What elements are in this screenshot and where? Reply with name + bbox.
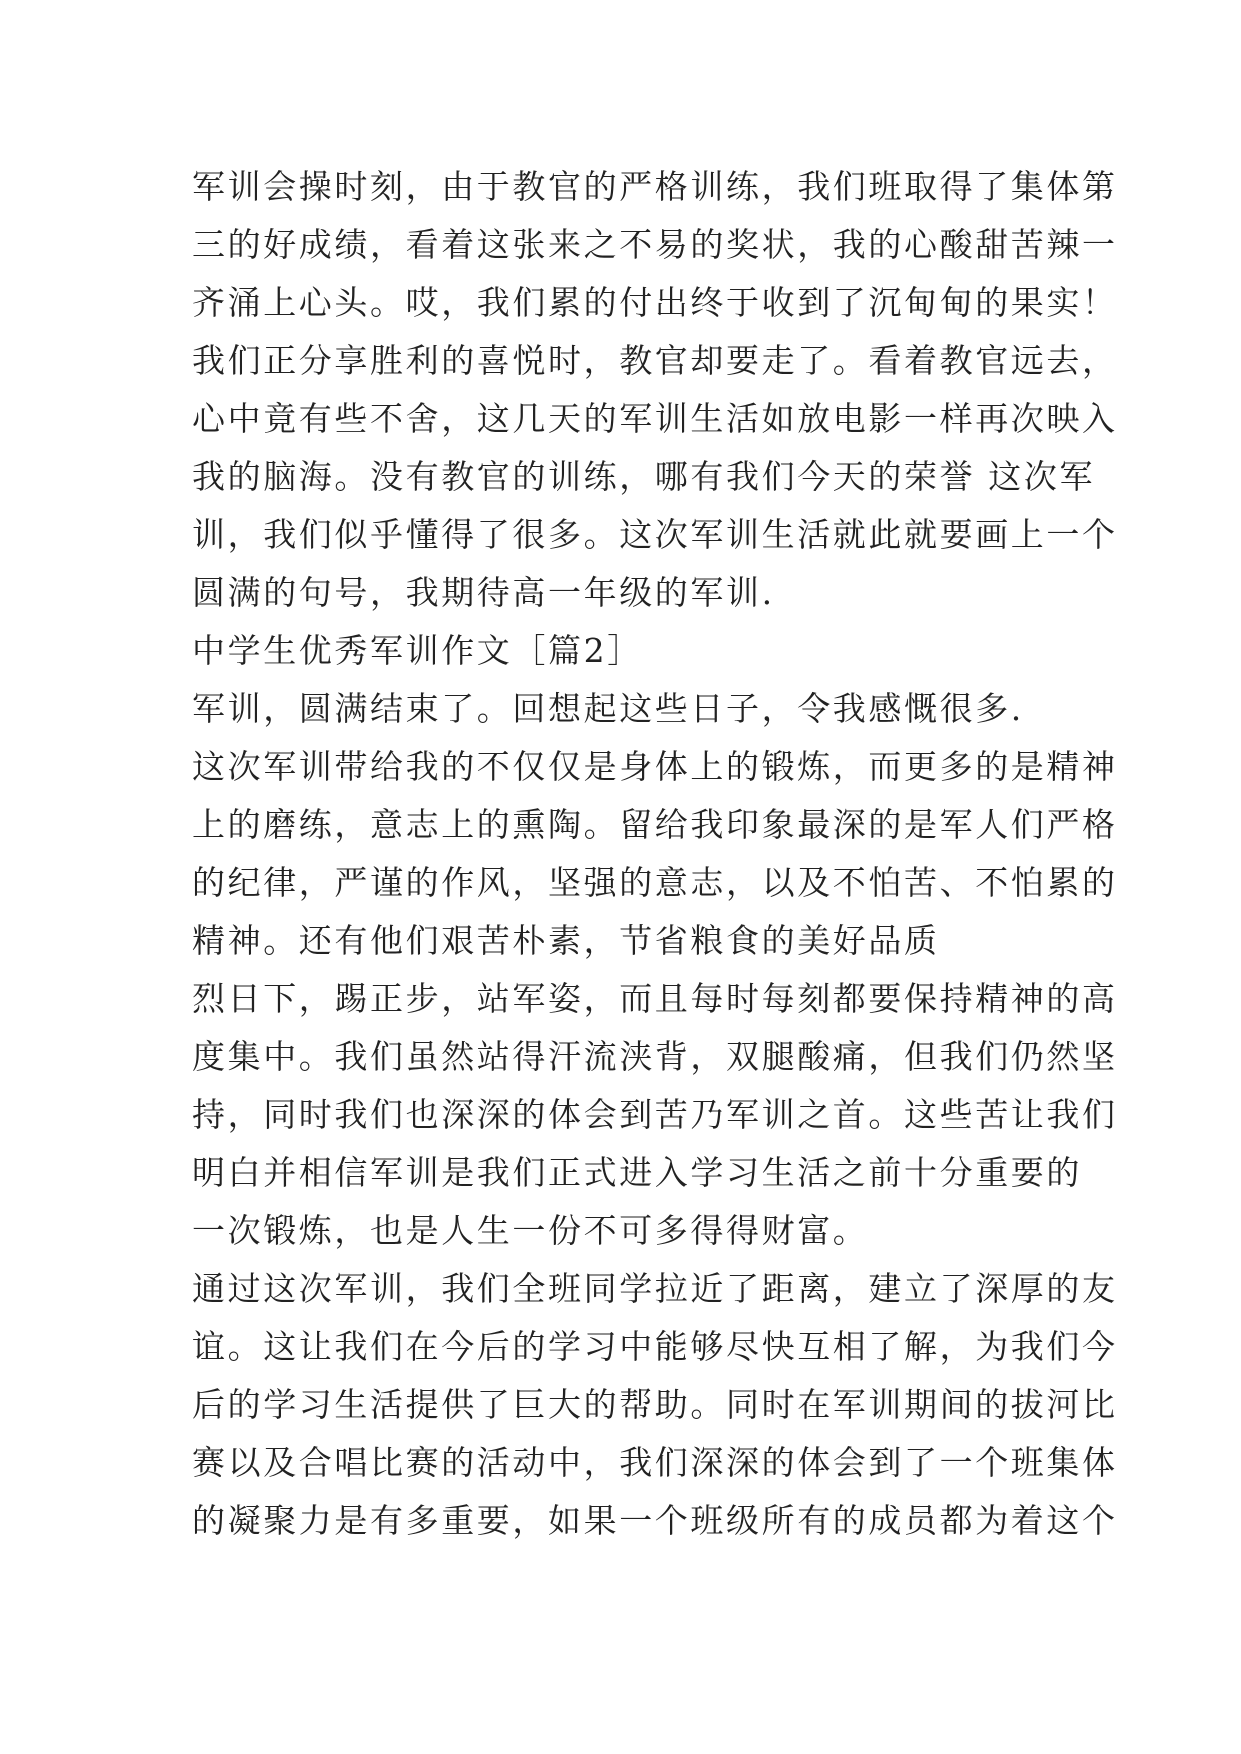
text-line: 军训，圆满结束了。回想起这些日子，令我感慨很多. [192,689,1024,728]
text-line: 军训会操时刻，由于教官的严格训练，我们班取得了集体第 [192,167,1118,206]
text-line: 我的脑海。没有教官的训练，哪有我们今天的荣誉 这次军 [192,457,1096,496]
text-line: 赛以及合唱比赛的活动中，我们深深的体会到了一个班集体 [192,1443,1118,1482]
text-line: 上的磨练，意志上的熏陶。留给我印象最深的是军人们严格 [192,805,1118,844]
text-line: 谊。这让我们在今后的学习中能够尽快互相了解，为我们今 [192,1327,1118,1366]
text-line: 的凝聚力是有多重要，如果一个班级所有的成员都为着这个 [192,1501,1118,1540]
text-line: 后的学习生活提供了巨大的帮助。同时在军训期间的拔河比 [192,1385,1118,1424]
document-body [192,158,1118,1550]
text-line: 一次锻炼，也是人生一份不可多得得财富。 [192,1211,869,1250]
text-line: 训，我们似乎懂得了很多。这次军训生活就此就要画上一个 [192,515,1118,554]
text-line: 通过这次军训，我们全班同学拉近了距离，建立了深厚的友 [192,1269,1118,1308]
text-line: 我们正分享胜利的喜悦时，教官却要走了。看着教官远去， [192,341,1118,380]
text-line: 持，同时我们也深深的体会到苦乃军训之首。这些苦让我们 [192,1095,1118,1134]
section-heading: 中学生优秀军训作文［篇2］ [192,631,643,670]
text-line: 三的好成绩，看着这张来之不易的奖状，我的心酸甜苦辣一 [192,225,1118,264]
text-line: 烈日下，踢正步，站军姿，而且每时每刻都要保持精神的高 [192,979,1118,1018]
text-line: 精神。还有他们艰苦朴素，节省粮食的美好品质 [192,921,940,960]
text-line: 度集中。我们虽然站得汗流浃背，双腿酸痛，但我们仍然坚 [192,1037,1118,1076]
text-line: 齐涌上心头。哎，我们累的付出终于收到了沉甸甸的果实！ [192,283,1118,322]
text-line: 这次军训带给我的不仅仅是身体上的锻炼，而更多的是精神 [192,747,1118,786]
text-line: 的纪律，严谨的作风，坚强的意志，以及不怕苦、不怕累的 [192,863,1118,902]
text-line: 明白并相信军训是我们正式进入学习生活之前十分重要的 [192,1153,1082,1192]
text-line: 圆满的句号，我期待高一年级的军训. [192,573,775,612]
text-line: 心中竟有些不舍，这几天的军训生活如放电影一样再次映入 [192,399,1118,438]
